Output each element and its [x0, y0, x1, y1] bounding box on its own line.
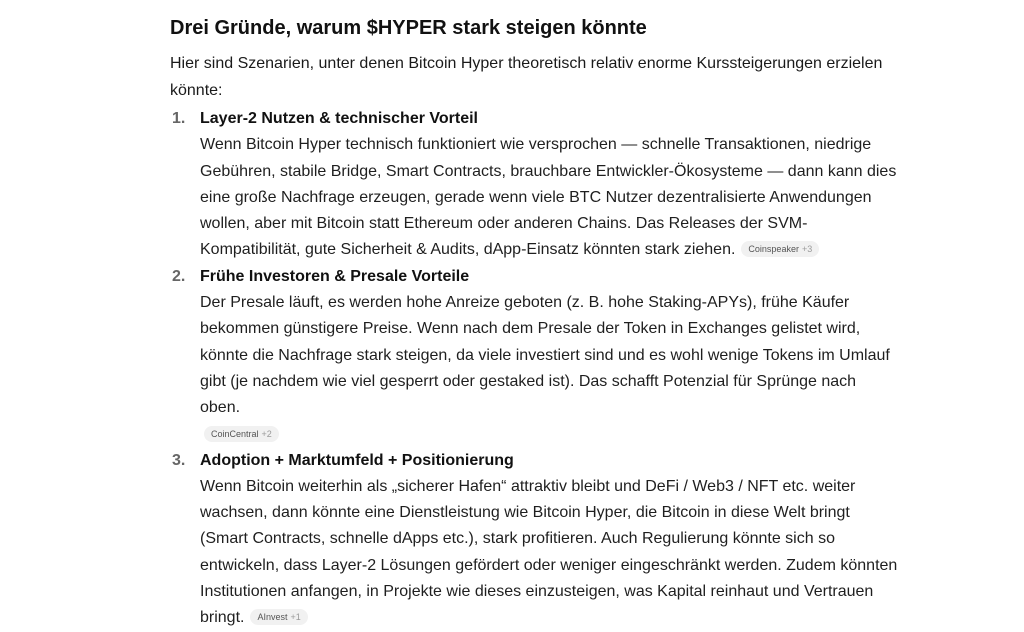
item-body-container [200, 290, 900, 421]
source-more-count: +2 [261, 428, 272, 439]
source-more-count: +3 [801, 244, 813, 255]
item-body: Wenn Bitcoin Hyper technisch funktioniert wie versprochen — schnelle Transaktionen, niedrige Gebühren, stabile Bridge, Smart Contracts, brauchbare Entwickler-Ökosysteme — dann kann dies eine große Nachfrage erzeugen, gerade wenn viele BTC Nutzer dezentralisierte Anwendungen wollen, aber mit Bitcoin statt Ethereum oder anderen Chains. Das Releases der SVM-Kompatibilität, gute Sicherheit & Audits, dApp-Einsatz könnten stark ziehen. [200, 136, 897, 259]
source-chip[interactable] [741, 241, 819, 257]
intro-paragraph: Hier sind Szenarien, unter denen Bitcoin Hyper theoretisch relativ enorme Kurssteigerungen erzielen könnte: [170, 55, 883, 99]
item-body-container [200, 132, 900, 263]
list-item [170, 106, 900, 264]
list-number: 3. [172, 451, 186, 469]
list-number: 2. [172, 267, 186, 285]
source-chip[interactable] [204, 426, 279, 442]
source-name: CoinCentral [211, 428, 259, 439]
source-line [200, 422, 900, 448]
source-chip[interactable] [250, 609, 307, 625]
item-title: Adoption + Marktumfeld + Positionierung [200, 451, 514, 469]
list-item [170, 264, 900, 448]
item-title: Frühe Investoren & Presale Vorteile [200, 267, 470, 285]
article-heading: Drei Gründe, warum $HYPER stark steigen könnte [170, 17, 647, 39]
item-body-container [200, 474, 900, 632]
item-body: Der Presale läuft, es werden hohe Anreize geboten (z. B. hohe Staking-APYs), frühe Käufer bekommen günstigere Preise. Wenn nach dem Presale der Token in Exchanges gelistet wird, könnte die Nachfrage stark steigen, da viele investiert sind und es wohl wenige Tokens im Umlauf gibt (je nachdem wie viel gesperrt oder gestaked ist). Das schafft Potenzial für Sprünge nach oben. [200, 294, 890, 417]
item-body: Wenn Bitcoin weiterhin als „sicherer Hafen“ attraktiv bleibt und DeFi / Web3 / NFT etc. weiter wachsen, dann könnte eine Dienstleistung wie Bitcoin Hyper, die Bitcoin in diese Welt bringt (Smart Contracts, schnelle dApps etc.), stark profitieren. Auch Regulierung könnte sich so entwickeln, dass Layer-2 Lösungen gefördert oder weniger eingeschränkt werden. Zudem könnten Institutionen anfangen, in Projekte wie dieses einzusteigen, was Kapital reinhaut und Vertrauen bringt. [200, 477, 898, 627]
article [170, 14, 900, 632]
list-item [170, 448, 900, 632]
source-name: AInvest [257, 612, 288, 623]
source-more-count: +1 [290, 612, 301, 623]
source-name: Coinspeaker [748, 244, 799, 255]
item-title: Layer-2 Nutzen & technischer Vorteil [200, 110, 478, 127]
list-number: 1. [172, 110, 186, 127]
reasons-list [170, 106, 900, 632]
